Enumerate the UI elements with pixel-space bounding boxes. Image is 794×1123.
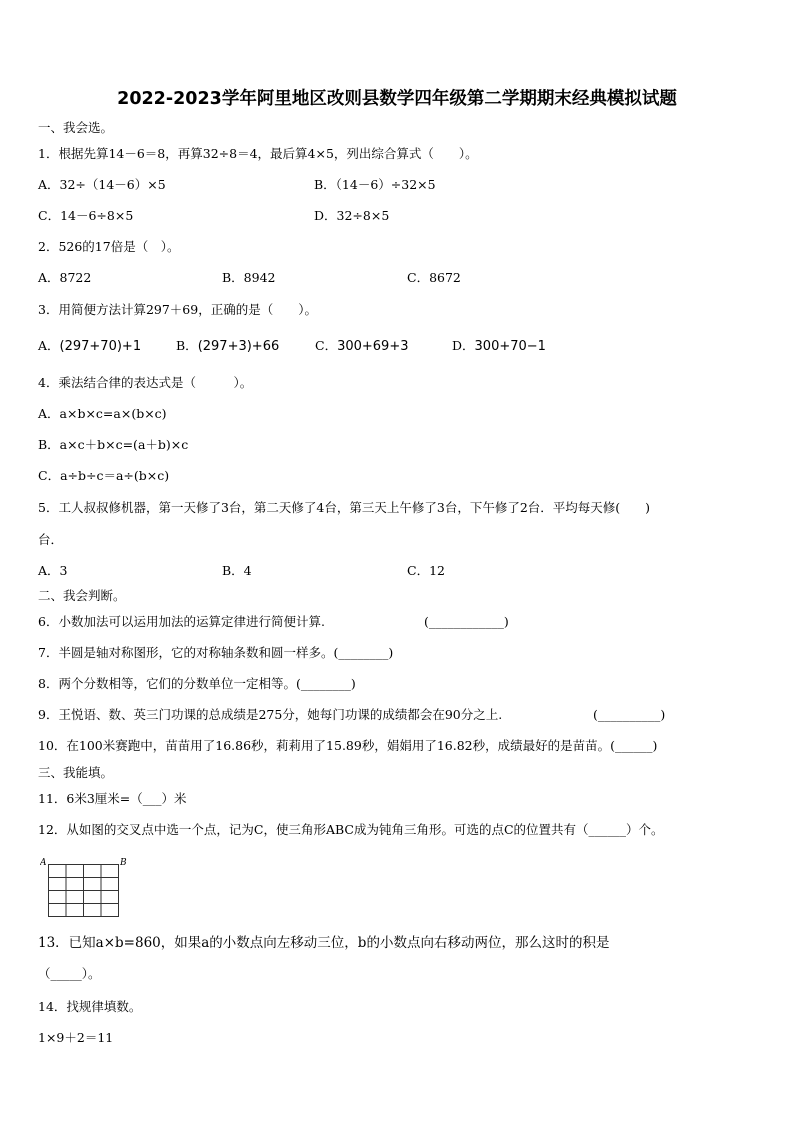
q2-stem: 2．526的17倍是（ ）。 bbox=[38, 239, 180, 254]
q6-text: 6．小数加法可以运用加法的运算定律进行简便计算. bbox=[38, 614, 325, 629]
section-heading-judge: 二、我会判断。 bbox=[38, 588, 126, 603]
q3-option-d-expr: 300+70−1 bbox=[474, 339, 546, 354]
q14-stem: 14．找规律填数。 bbox=[38, 999, 142, 1014]
q13-line1: 13．已知a×b=860，如果a的小数点向左移动三位，b的小数点向右移动两位，那么这时的积是 bbox=[38, 935, 610, 951]
q2-option-a: A．8722 bbox=[38, 270, 92, 285]
q4-stem: 4．乘法结合律的表达式是（ ）。 bbox=[38, 375, 253, 390]
q4-option-a: A．a×b×c=a×(b×c) bbox=[38, 406, 167, 421]
q1-stem: 1．根据先算14－6＝8，再算32÷8＝4，最后算4×5，列出综合算式（ ）。 bbox=[38, 146, 478, 161]
section-heading-choice: 一、我会选。 bbox=[38, 120, 114, 135]
q10-text: 10．在100米赛跑中，苗苗用了16.86秒，莉莉用了15.89秒，娟娟用了16.82秒，成绩最好的是苗苗。(______) bbox=[38, 738, 658, 753]
q8-text: 8．两个分数相等，它们的分数单位一定相等。(________) bbox=[38, 676, 356, 691]
q7-text: 7．半圆是轴对称图形，它的对称轴条数和圆一样多。(________) bbox=[38, 645, 394, 660]
grid-label-a: A bbox=[40, 858, 47, 868]
q3-stem: 3．用简便方法计算297＋69，正确的是（ ）。 bbox=[38, 302, 317, 317]
q12-text: 12．从如图的交叉点中选一个点，记为C，使三角形ABC成为钝角三角形。可选的点C的位置共有（______）个。 bbox=[38, 822, 664, 837]
q3-option-b-expr: (297+3)+66 bbox=[197, 339, 280, 354]
q4-option-b: B．a×c＋b×c=(a＋b)×c bbox=[38, 437, 189, 452]
q3-option-c bbox=[315, 338, 409, 355]
page-title: 2022-2023学年阿里地区改则县数学四年级第二学期期末经典模拟试题 bbox=[117, 89, 677, 109]
q5-option-b: B．4 bbox=[222, 563, 252, 578]
q5-option-a: A．3 bbox=[38, 563, 68, 578]
q9-answer-blank: (__________) bbox=[593, 707, 666, 722]
q5-stem-continued: 台． bbox=[38, 532, 64, 547]
q4-option-c: C．a÷b÷c＝a÷(b×c) bbox=[38, 468, 170, 483]
q9-text: 9．王悦语、数、英三门功课的总成绩是275分，她每门功课的成绩都会在90分之上. bbox=[38, 707, 503, 722]
grid-label-b: B bbox=[120, 858, 127, 868]
q3-option-a-letter: A． bbox=[38, 338, 60, 353]
q5-stem: 5．工人叔叔修机器，第一天修了3台，第二天修了4台，第三天上午修了3台，下午修了2台．平均每天修( ) bbox=[38, 500, 651, 515]
q2-option-c: C．8672 bbox=[407, 270, 461, 285]
q3-option-d bbox=[452, 338, 546, 355]
q3-option-a bbox=[38, 338, 141, 355]
q3-option-a-expr: (297+70)+1 bbox=[59, 339, 142, 354]
q3-option-c-expr: 300+69+3 bbox=[337, 339, 409, 354]
q5-option-c: C．12 bbox=[407, 563, 445, 578]
q1-option-a: A．32÷（14－6）×5 bbox=[38, 177, 166, 192]
q3-option-b bbox=[176, 338, 279, 355]
q1-option-c: C．14－6÷8×5 bbox=[38, 208, 134, 223]
q3-option-b-letter: B． bbox=[176, 338, 198, 353]
q2-option-b: B．8942 bbox=[222, 270, 276, 285]
q3-option-c-letter: C． bbox=[315, 338, 338, 353]
q14-line1: 1×9＋2＝11 bbox=[38, 1030, 114, 1045]
q11-text: 11．6米3厘米=（___）米 bbox=[38, 791, 187, 806]
q3-option-d-letter: D． bbox=[452, 338, 475, 353]
q1-option-b: B．（14－6）÷32×5 bbox=[314, 177, 436, 192]
section-heading-fill: 三、我能填。 bbox=[38, 765, 114, 780]
q1-option-d: D．32÷8×5 bbox=[314, 208, 390, 223]
q6-answer-blank: (____________) bbox=[424, 614, 509, 629]
q12-grid-figure bbox=[40, 856, 130, 920]
q13-line2: （_____）。 bbox=[38, 966, 101, 981]
